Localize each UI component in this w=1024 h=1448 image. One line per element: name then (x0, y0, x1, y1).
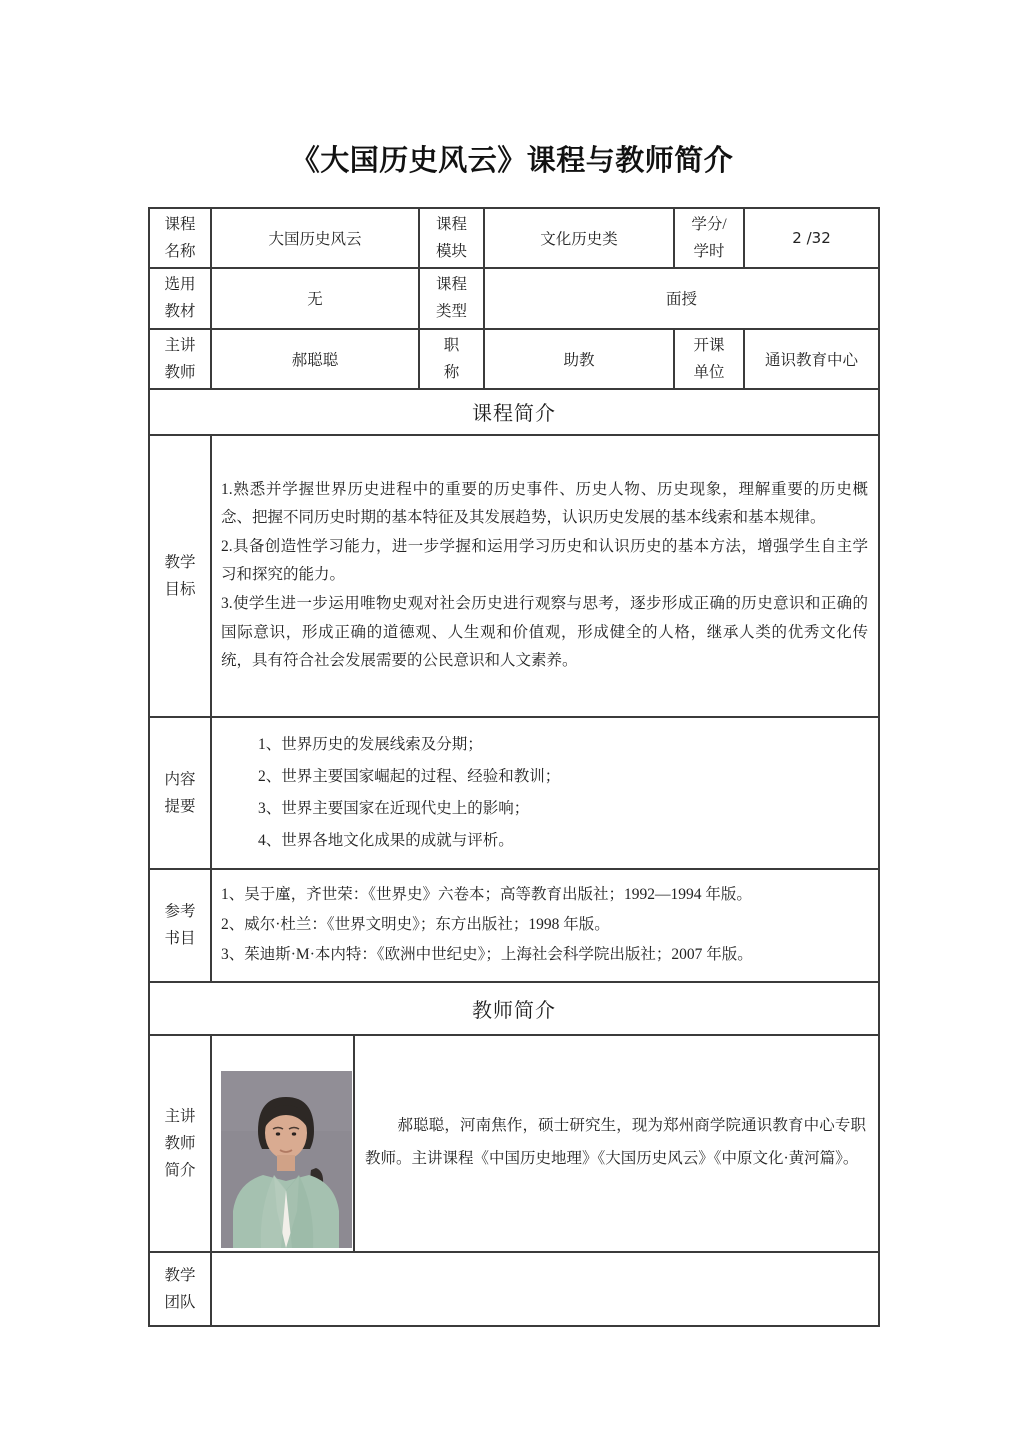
teacher-photo-cell (211, 1035, 354, 1252)
outline-item: 4、世界各地文化成果的成就与评析。 (258, 831, 514, 849)
teaching-team-row (149, 1252, 879, 1326)
references-label: 参考书目 (149, 869, 211, 982)
course-module-value: 文化历史类 (484, 208, 674, 268)
objective-item: 2.具备创造性学习能力，进一步学握和运用学习历史和认识历史的基本方法，增强学生自主学习和探究的能力。 (221, 537, 869, 584)
teacher-intro-label: 主讲教师简介 (149, 1035, 211, 1252)
teacher-intro-content (354, 1035, 879, 1252)
references-content (211, 869, 879, 982)
course-name-value: 大国历史风云 (211, 208, 419, 268)
table-row (149, 208, 879, 268)
outline-item: 1、世界历史的发展线索及分期； (258, 736, 483, 754)
reference-item: 1、吴于廑，齐世荣：《世界史》六卷本；高等教育出版社；1992—1994 年版。 (221, 885, 752, 903)
credits-hours-label: 学分/学时 (674, 208, 744, 268)
outline-row (149, 717, 879, 869)
section-header-row (149, 389, 879, 435)
teaching-team-label: 教学团队 (149, 1252, 211, 1326)
objective-item: 3.使学生进一步运用唯物史观对社会历史进行观察与思考，逐步形成正确的历史意识和正确的国际意识，形成正确的道德观、人生观和价值观，形成健全的人格，继承人类的优秀文化传统，具有符合社会发展需要的公民意识和人文素养。 (221, 595, 869, 670)
table-row (149, 268, 879, 328)
course-type-value: 面授 (484, 268, 879, 328)
objectives-row (149, 435, 879, 717)
page-title: 《大国历史风云》课程与教师简介 (290, 143, 734, 177)
offering-unit-label: 开课单位 (674, 329, 744, 389)
reference-item: 3、茱迪斯·M·本内特：《欧洲中世纪史》；上海社会科学院出版社；2007 年版。 (221, 946, 753, 964)
course-info-table (148, 207, 880, 1327)
objective-item: 1.熟悉并学握世界历史进程中的重要的历史事件、历史人物、历史现象，理解重要的历史概念、把握不同历史时期的基本特征及其发展趋势，认识历史发展的基本线索和基本规律。 (221, 480, 869, 527)
teacher-bio-text: 郝聪聪，河南焦作，硕士研究生，现为郑州商学院通识教育中心专职教师。主讲课程《中国历史地理》《大国历史风云》《中原文化·黄河篇》。 (365, 1117, 867, 1168)
outline-item: 3、世界主要国家在近现代史上的影响； (258, 799, 530, 817)
title-rank-label: 职称 (419, 329, 484, 389)
course-intro-section-header: 课程简介 (149, 389, 879, 435)
lecturer-value: 郝聪聪 (211, 329, 419, 389)
table-row (149, 329, 879, 389)
offering-unit-value: 通识教育中心 (744, 329, 879, 389)
teacher-intro-row (149, 1035, 879, 1252)
course-type-label: 课程类型 (419, 268, 484, 328)
outline-item: 2、世界主要国家崛起的过程、经验和教训； (258, 767, 561, 785)
course-name-label: 课程名称 (149, 208, 211, 268)
section-header-row (149, 982, 879, 1035)
reference-item: 2、威尔·杜兰：《世界文明史》；东方出版社；1998 年版。 (221, 916, 610, 934)
lecturer-label: 主讲教师 (149, 329, 211, 389)
teaching-team-content (211, 1252, 879, 1326)
outline-label: 内容提要 (149, 717, 211, 869)
objectives-content (211, 435, 879, 717)
references-row (149, 869, 879, 982)
course-module-label: 课程模块 (419, 208, 484, 268)
teacher-photo (221, 1071, 352, 1248)
objectives-label: 教学目标 (149, 435, 211, 717)
textbook-label: 选用教材 (149, 268, 211, 328)
credits-hours-value: 2 /32 (744, 208, 879, 268)
title-rank-value: 助教 (484, 329, 674, 389)
textbook-value: 无 (211, 268, 419, 328)
teacher-intro-section-header: 教师简介 (149, 982, 879, 1035)
outline-content (211, 717, 879, 869)
